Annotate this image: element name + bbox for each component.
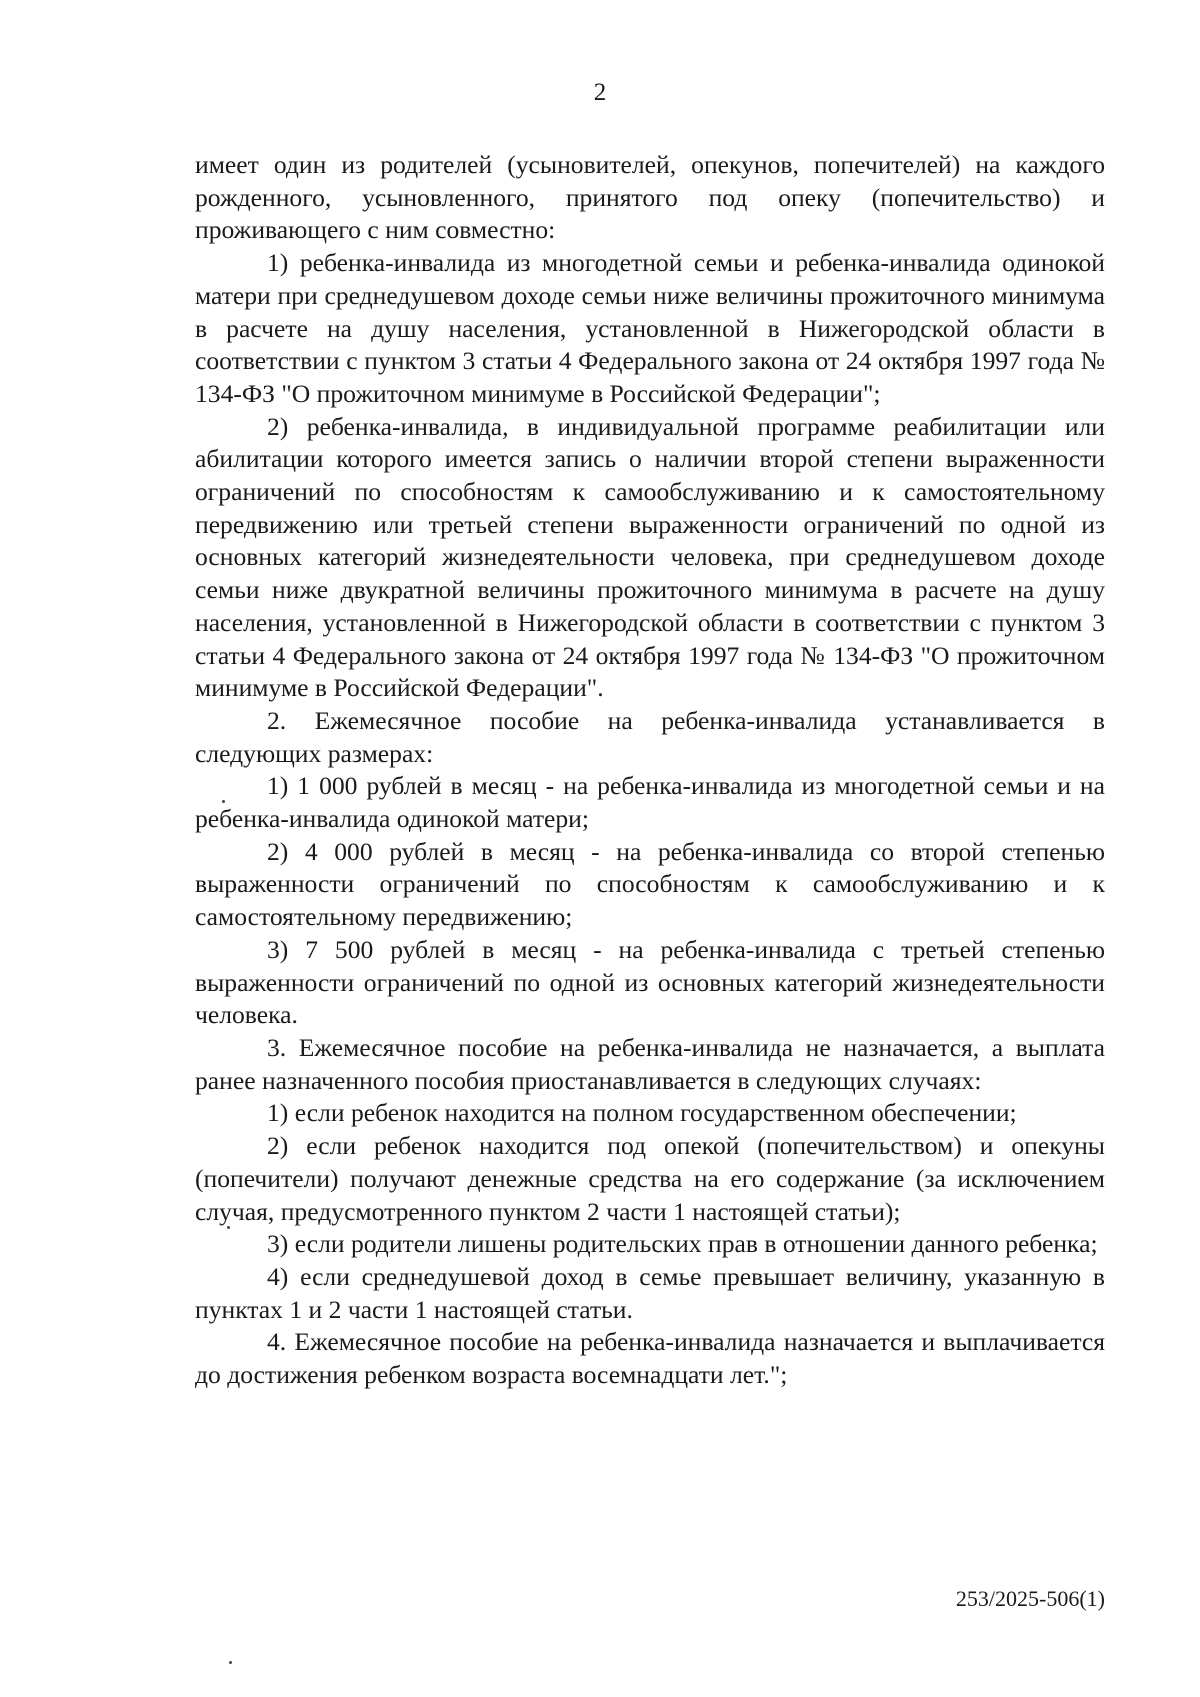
paragraph-item-3-2: 2) если ребенок находится под опекой (попечительством) и опекуны (попечители) получают денежные средства на его содержание (за исключением случая, предусмотренного пунктом 2 части 1 настоящей статьи); [195,1131,1105,1226]
paragraph-part-3: 3. Ежемесячное пособие на ребенка-инвалида не назначается, а выплата ранее назначенного пособия приостанавливается в следующих случаях: [195,1032,1105,1095]
scan-speck [229,1661,232,1664]
paragraph-item-2-1: 1) 1 000 рублей в месяц - на ребенка-инвалида из многодетной семьи и на ребенка-инвалида одинокой матери; [195,771,1105,834]
paragraph-item-3-3: 3) если родители лишены родительских прав в отношении данного ребенка; [267,1229,1098,1259]
page-number: 2 [593,79,607,106]
paragraph-part-2: 2. Ежемесячное пособие на ребенка-инвалида устанавливается в следующих размерах: [195,705,1105,768]
scan-speck [222,800,225,803]
document-code: 253/2025-506(1) [955,1586,1105,1611]
document-body [195,149,1105,1392]
paragraph-item-1-1: 1) ребенка-инвалида из многодетной семьи и ребенка-инвалида одинокой матери при среднедушевом доходе семьи ниже величины прожиточного минимума в расчете на душу населения, установленной в Нижегородской области в соответствии с пунктом 3 статьи 4 Федерального закона от 24 октября 1997 года № 134-ФЗ "О прожиточном минимуме в Российской Федерации"; [195,248,1105,408]
paragraph-item-3-4: 4) если среднедушевой доход в семье превышает величину, указанную в пунктах 1 и 2 части 1 настоящей статьи. [195,1261,1105,1324]
paragraph-continuation: имеет один из родителей (усыновителей, опекунов, попечителей) на каждого рожденного, усыновленного, принятого под опеку (попечительство) и проживающего с ним совместно: [195,150,1105,245]
paragraph-item-2-3: 3) 7 500 рублей в месяц - на ребенка-инвалида с третьей степенью выраженности ограничений по одной из основных категорий жизнедеятельности человека. [195,934,1105,1030]
paragraph-item-2-2: 2) 4 000 рублей в месяц - на ребенка-инвалида со второй степенью выраженности ограничений по способностям к самообслуживанию и к самостоятельному передвижению; [195,836,1105,932]
paragraph-item-3-1: 1) если ребенок находится на полном государственном обеспечении; [267,1098,1017,1128]
paragraph-item-1-2: 2) ребенка-инвалида, в индивидуальной программе реабилитации или абилитации которого имеется запись о наличии второй степени выраженности ограничений по способностям к самообслуживанию и к самостоятельному передвижению или третьей степени выраженности ограничений по одной из основных категорий жизнедеятельности человека, при среднедушевом доходе семьи ниже двукратной величины прожиточного минимума в расчете на душу населения, установленной в Нижегородской области в соответствии с пунктом 3 статьи 4 Федерального закона от 24 октября 1997 года № 134-ФЗ "О прожиточном минимуме в Российской Федерации". [195,411,1105,703]
paragraph-part-4: 4. Ежемесячное пособие на ребенка-инвалида назначается и выплачивается до достижения ребенком возраста восемнадцати лет."; [195,1327,1105,1390]
scan-speck [227,1226,230,1229]
